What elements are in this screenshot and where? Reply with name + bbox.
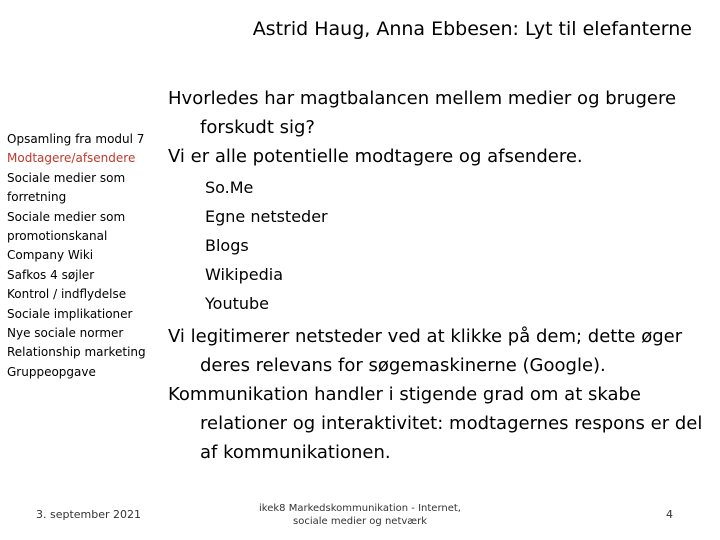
sidebar-item-gruppeopgave[interactable]: Gruppeopgave bbox=[7, 364, 96, 379]
sidebar-item-safkos-4-sojler[interactable]: Safkos 4 søjler bbox=[7, 267, 95, 282]
sidebar-item-sociale-medier-forretning[interactable]: Sociale medier som forretning bbox=[7, 170, 126, 205]
sidebar-item-company-wiki[interactable]: Company Wiki bbox=[7, 248, 94, 263]
sidebar-item-modtagere-afsendere[interactable]: Modtagere/afsendere bbox=[7, 151, 136, 166]
sub-bullet-item: Blogs bbox=[205, 236, 249, 255]
slide-title: Astrid Haug, Anna Ebbesen: Lyt til elefanterne bbox=[252, 18, 692, 40]
question-paragraph: Hvorledes har magtbalancen mellem medier og brugere forskudt sig? bbox=[168, 88, 677, 138]
sub-bullet-item: Wikipedia bbox=[205, 265, 284, 284]
sub-bullet-item: Egne netsteder bbox=[205, 207, 328, 226]
sidebar-item-sociale-medier-promotion[interactable]: Sociale medier som promotionskanal bbox=[7, 209, 126, 244]
sidebar-item-relationship-marketing[interactable]: Relationship marketing bbox=[7, 345, 146, 360]
sidebar-item-nye-sociale-normer[interactable]: Nye sociale normer bbox=[7, 326, 124, 341]
sidebar-nav bbox=[7, 130, 157, 382]
communication-paragraph: Kommunikation handler i stigende grad om at skabe relationer og interaktivitet: modtagernes respons er del af kommunikationen. bbox=[168, 384, 703, 463]
slide-body bbox=[168, 84, 713, 467]
page-number: 4 bbox=[666, 508, 673, 521]
legitimize-paragraph: Vi legitimerer netsteder ved at klikke på dem; dette øger deres relevans for søgemaskinerne (Google). bbox=[168, 326, 683, 376]
sidebar-item-kontrol-indflydelse[interactable]: Kontrol / indflydelse bbox=[7, 287, 127, 302]
sidebar-item-sociale-implikationer[interactable]: Sociale implikationer bbox=[7, 306, 133, 321]
sub-bullet-list bbox=[168, 173, 713, 318]
sub-bullet-item: So.Me bbox=[205, 178, 254, 197]
sub-bullet-item: Youtube bbox=[205, 294, 269, 313]
footer-course: ikek8 Markedskommunikation - Internet, sociale medier og netværk bbox=[259, 503, 461, 527]
sidebar-item-opsamling[interactable]: Opsamling fra modul 7 bbox=[7, 132, 145, 146]
footer-date: 3. september 2021 bbox=[36, 508, 142, 521]
receivers-senders-paragraph: Vi er alle potentielle modtagere og afsendere. bbox=[168, 146, 583, 167]
